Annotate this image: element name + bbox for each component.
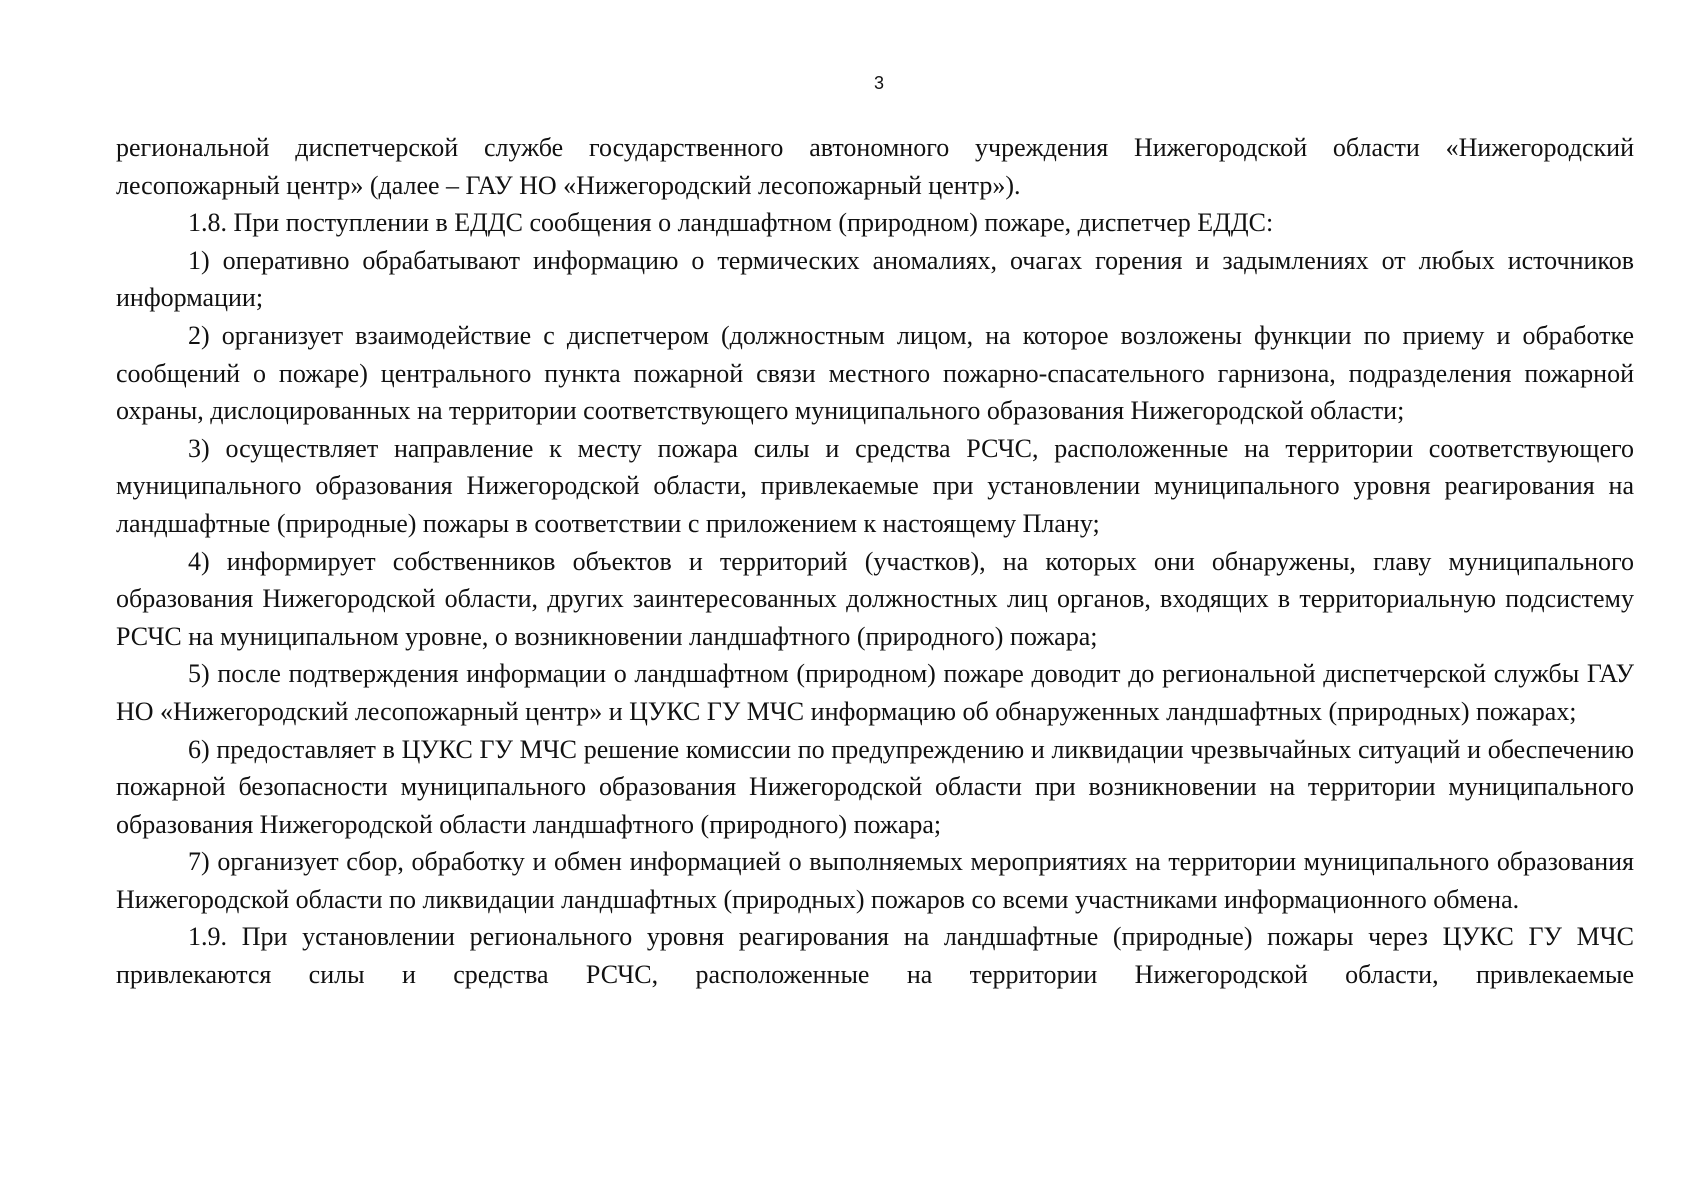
paragraph-continuation: региональной диспетчерской службе государственного автономного учреждения Нижегородской области «Нижегородский лесопожарный центр» (далее – ГАУ НО «Нижегородский лесопожарный центр»). (116, 133, 1634, 200)
list-item-4: 4) информирует собственников объектов и территорий (участков), на которых они обнаружены, главу муниципального образования Нижегородской области, других заинтересованных должностных лиц органов, входящих в территориальную подсистему РСЧС на муниципальном уровне, о возникновении ландшафтного (природного) пожара; (116, 546, 1634, 651)
list-item-2: 2) организует взаимодействие с диспетчером (должностным лицом, на которое возложены функции по приему и обработке сообщений о пожаре) центрального пункта пожарной связи местного пожарно-спасательного гарнизона, подразделения пожарной охраны, дислоцированных на территории соответствующего муниципального образования Нижегородской области; (116, 320, 1634, 426)
page-number: 3 (873, 73, 884, 93)
paragraph-1-8: 1.8. При поступлении в ЕДДС сообщения о ландшафтном (природном) пожаре, диспетчер ЕДДС: (188, 208, 1274, 238)
paragraph-1-9: 1.9. При установлении регионального уровня реагирования на ландшафтные (природные) пожары через ЦУКС ГУ МЧС привлекаются силы и средства РСЧС, расположенные на территории Нижегородской области, привлекаемые (116, 922, 1634, 990)
list-item-5: 5) после подтверждения информации о ландшафтном (природном) пожаре доводит до региональной диспетчерской службы ГАУ НО «Нижегородский лесопожарный центр» и ЦУКС ГУ МЧС информацию об обнаруженных ландшафтных (природных) пожарах; (116, 659, 1634, 726)
list-item-7: 7) организует сбор, обработку и обмен информацией о выполняемых мероприятиях на территории муниципального образования Нижегородской области по ликвидации ландшафтных (природных) пожаров со всеми участниками информационного обмена. (116, 847, 1634, 914)
list-item-6: 6) предоставляет в ЦУКС ГУ МЧС решение комиссии по предупреждению и ликвидации чрезвычайных ситуаций и обеспечению пожарной безопасности муниципального образования Нижегородской области при возникновении на территории муниципального образования Нижегородской области ландшафтного (природного) пожара; (116, 734, 1634, 839)
list-item-1: 1) оперативно обрабатывают информацию о термических аномалиях, очагах горения и задымлениях от любых источников информации; (116, 245, 1634, 313)
list-item-3: 3) осуществляет направление к месту пожара силы и средства РСЧС, расположенные на территории соответствующего муниципального образования Нижегородской области, привлекаемые при установлении муниципального уровня реагирования на ландшафтные (природные) пожары в соответствии с приложением к настоящему Плану; (116, 433, 1634, 538)
document-body (116, 129, 1634, 994)
